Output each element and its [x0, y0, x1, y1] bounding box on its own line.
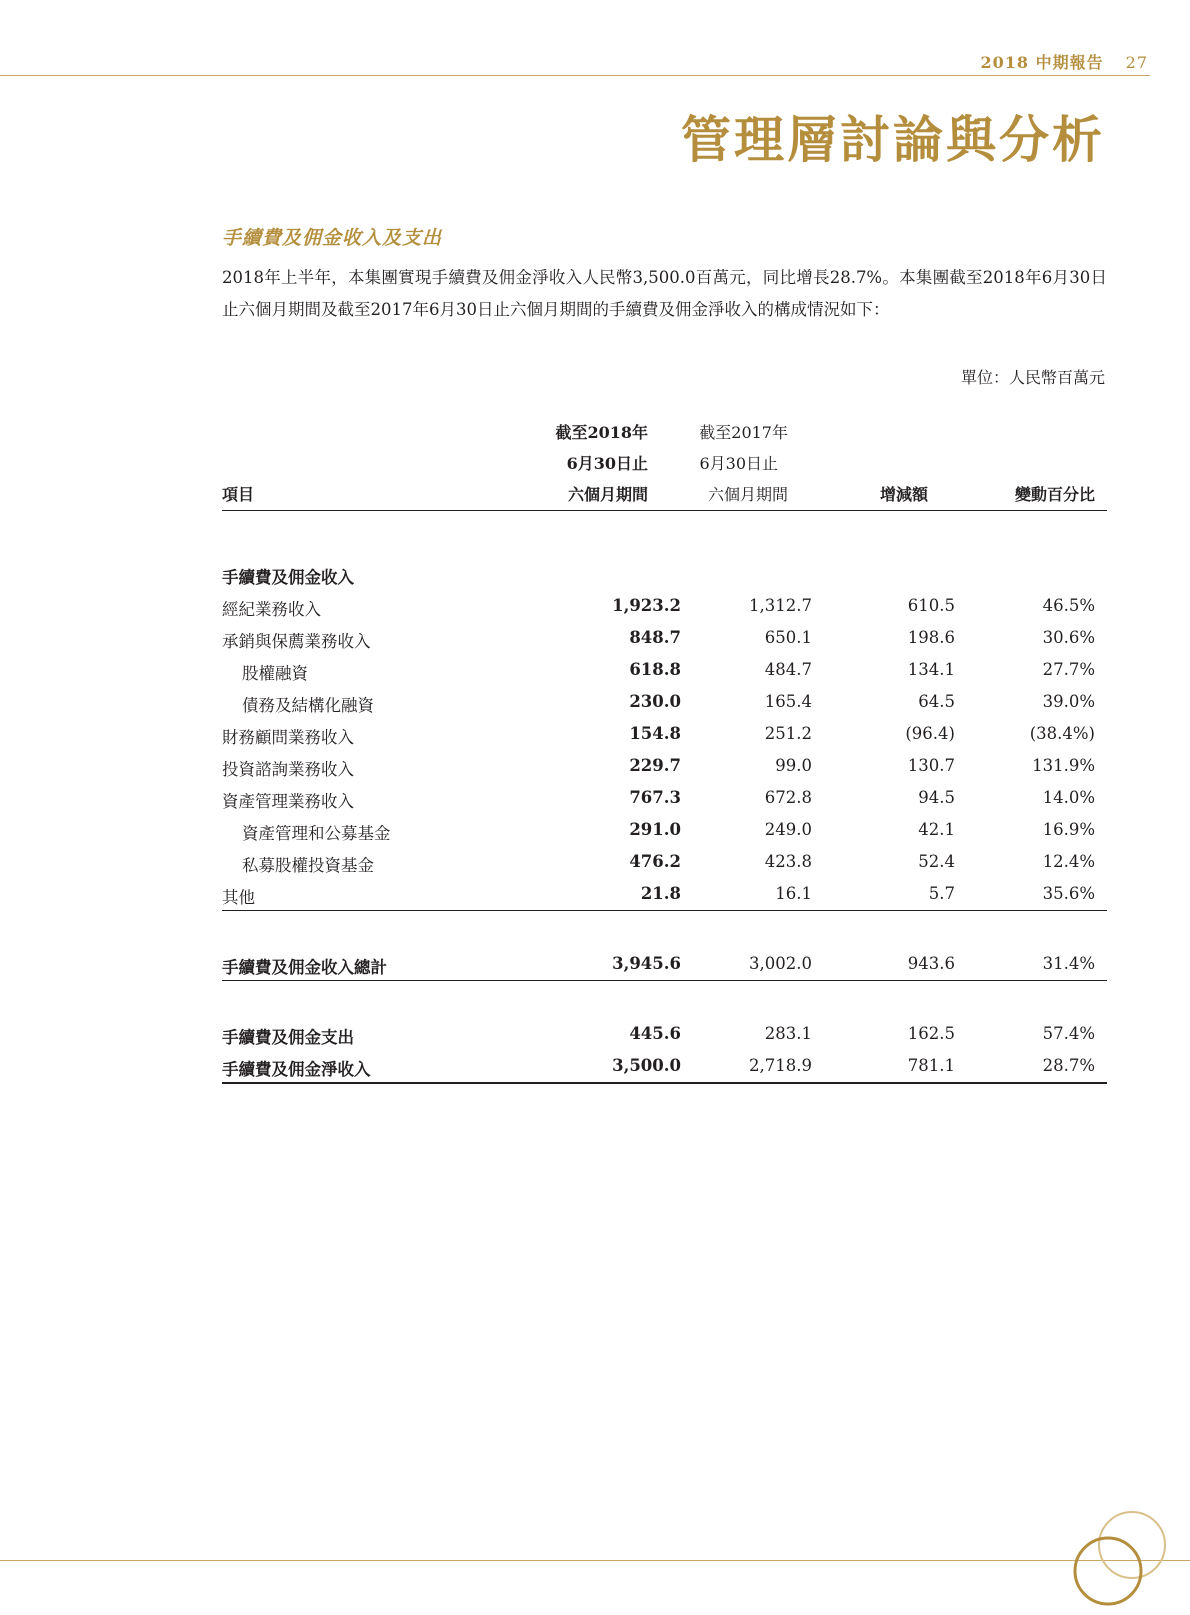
- running-header: [981, 50, 1148, 73]
- col-change-header: 增減額: [879, 485, 928, 504]
- header-underline: [222, 510, 1107, 511]
- header-rule: [0, 75, 1150, 76]
- col-pct-header: 變動百分比: [1014, 485, 1095, 504]
- table-row: 資產管理業務收入 767.3 672.8 94.5 14.0%: [222, 788, 1095, 811]
- group-title-row: [222, 564, 1107, 594]
- section-heading: 手續費及佣金收入及支出: [222, 227, 443, 249]
- table-row: 其他 21.8 16.1 5.7 35.6%: [222, 884, 1095, 907]
- unit-note: 單位：人民幣百萬元: [960, 368, 1105, 387]
- group-title: 手續費及佣金收入: [222, 568, 354, 587]
- table-row: 股權融資 618.8 484.7 134.1 27.7%: [242, 660, 1095, 683]
- table-row: 資產管理和公募基金 291.0 249.0 42.1 16.9%: [242, 820, 1095, 843]
- subtotal-rule: [222, 910, 1107, 911]
- col-2017-header-line3: 六個月期間: [707, 485, 788, 504]
- table-row: 債務及結構化融資 230.0 165.4 64.5 39.0%: [242, 692, 1095, 715]
- page-title: 管理層討論與分析: [681, 110, 1105, 169]
- col-2018-header-line2: 6月30日止: [566, 454, 648, 473]
- expense-row: 手續費及佣金支出 445.6 283.1 162.5 57.4%: [222, 1024, 1095, 1047]
- table-row: 經紀業務收入 1,923.2 1,312.7 610.5 46.5%: [222, 596, 1095, 619]
- total-rule: [222, 980, 1107, 981]
- col-2018-header-line1: 截至2018年: [555, 423, 648, 442]
- intro-paragraph: 2018年上半年，本集團實現手續費及佣金淨收入人民幣3,500.0百萬元，同比增長28.7%。本集團截至2018年6月30日止六個月期間及截至2017年6月30日止六個月期間的手續費及佣金淨收入的構成情況如下：: [222, 268, 1107, 319]
- page-number: 27: [1125, 53, 1148, 72]
- col-2018-header-line3: 六個月期間: [567, 485, 648, 504]
- table-row: 私募股權投資基金 476.2 423.8 52.4 12.4%: [242, 852, 1095, 875]
- table-row: 投資諮詢業務收入 229.7 99.0 130.7 131.9%: [222, 756, 1095, 779]
- final-rule: [222, 1082, 1107, 1084]
- col-2017-header-line2: 6月30日止: [699, 454, 778, 473]
- table-row: 財務顧問業務收入 154.8 251.2 (96.4) (38.4%): [222, 724, 1095, 747]
- col-item-header: 項目: [222, 485, 255, 504]
- decorative-rings-icon: [1060, 1505, 1180, 1615]
- table-row: 承銷與保薦業務收入 848.7 650.1 198.6 30.6%: [222, 628, 1095, 651]
- footer-rule: [0, 1560, 1190, 1561]
- net-income-row: 手續費及佣金淨收入 3,500.0 2,718.9 781.1 28.7%: [222, 1056, 1095, 1079]
- report-title: 2018 中期報告: [980, 53, 1104, 72]
- total-income-row: 手續費及佣金收入總計 3,945.6 3,002.0 943.6 31.4%: [222, 954, 1095, 977]
- col-2017-header-line1: 截至2017年: [699, 423, 788, 442]
